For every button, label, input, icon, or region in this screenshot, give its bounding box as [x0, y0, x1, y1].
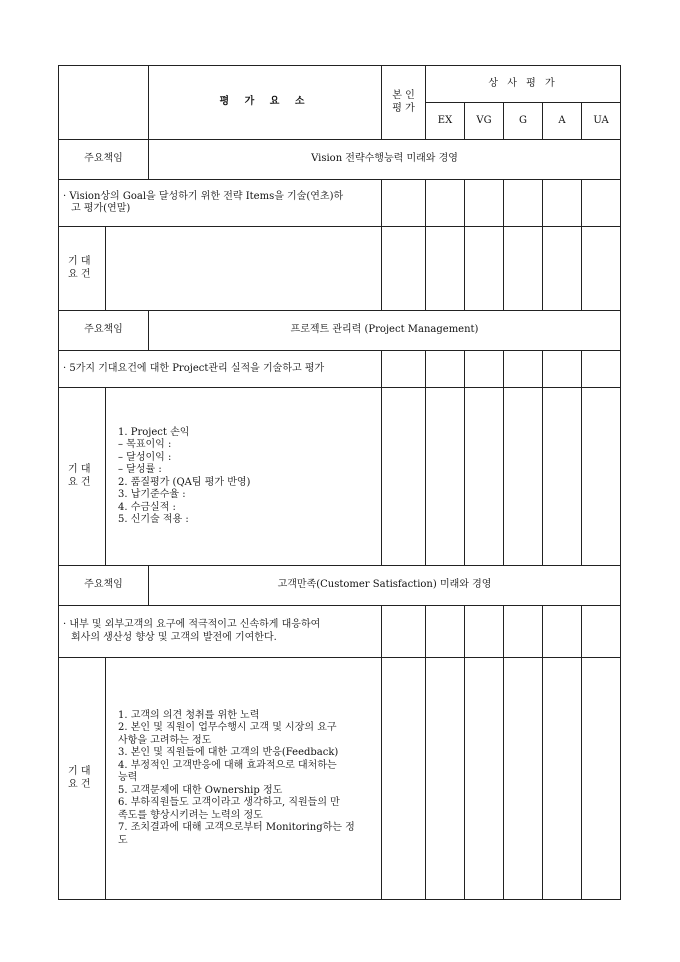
expected-requirements-label: 기 대 요 건: [59, 388, 106, 566]
vg-cell[interactable]: [465, 227, 504, 311]
requirement-item: 5. 신기술 적용 :: [118, 514, 189, 525]
ex-cell[interactable]: [426, 606, 465, 658]
requirement-item: 능력: [118, 772, 138, 784]
a-cell[interactable]: [543, 658, 582, 900]
ex-cell[interactable]: [426, 227, 465, 311]
kpi-label: 주요책임: [59, 140, 149, 180]
self-eval-cell[interactable]: [382, 388, 426, 566]
section-3-requirements-row: [59, 658, 621, 900]
vg-cell[interactable]: [465, 180, 504, 227]
expected-requirements-label: 기 대 요 건: [59, 227, 106, 311]
g-cell[interactable]: [504, 180, 543, 227]
self-eval-cell[interactable]: [382, 227, 426, 311]
requirement-item: 4. 수금실적 :: [118, 501, 176, 513]
section-1-requirements-row: [59, 227, 621, 311]
ua-cell[interactable]: [582, 388, 621, 566]
kpi-title: 고객만족(Customer Satisfaction) 미래와 경영: [149, 566, 621, 606]
section-3-desc-row: [59, 606, 621, 658]
requirement-item: 6. 부하직원들도 고객이라고 생각하고, 직원들의 만: [118, 797, 340, 809]
self-eval-cell[interactable]: [382, 351, 426, 388]
requirement-item: 족도를 향상시키려는 노력의 정도: [118, 809, 263, 821]
section-description: · 5가지 기대요건에 대한 Project관리 실적을 기술하고 평가: [59, 351, 382, 388]
section-1-desc-row: [59, 180, 621, 227]
ex-cell[interactable]: [426, 388, 465, 566]
self-evaluation-header: 본 인 평 가: [382, 66, 426, 140]
section-1-kpi-row: [59, 140, 621, 180]
requirement-item: 3. 본인 및 직원들에 대한 고객의 반응(Feedback): [118, 747, 339, 759]
section-3-kpi-row: [59, 566, 621, 606]
self-eval-cell[interactable]: [382, 658, 426, 900]
g-cell[interactable]: [504, 388, 543, 566]
superior-evaluation-header: 상 사 평 가: [426, 66, 621, 103]
requirement-item: 2. 본인 및 직원이 업무수행시 고객 및 시장의 요구: [118, 722, 337, 734]
vg-cell[interactable]: [465, 606, 504, 658]
g-cell[interactable]: [504, 606, 543, 658]
header-blank-cell: [59, 66, 149, 140]
header-row: [59, 66, 621, 103]
grade-ex: EX: [426, 103, 465, 140]
section-2-requirements-row: [59, 388, 621, 566]
requirement-item: 3. 납기준수율 :: [118, 489, 186, 500]
a-cell[interactable]: [543, 606, 582, 658]
kpi-label: 주요책임: [59, 566, 149, 606]
requirement-item: 5. 고객문제에 대한 Ownership 정도: [118, 784, 283, 796]
g-cell[interactable]: [504, 351, 543, 388]
g-cell[interactable]: [504, 658, 543, 900]
ua-cell[interactable]: [582, 227, 621, 311]
section-2-desc-row: [59, 351, 621, 388]
requirement-item: 사항을 고려하는 정도: [118, 734, 212, 746]
section-description: · 내부 및 외부고객의 요구에 적극적이고 신속하게 대응하여 회사의 생산성 향상 및 고객의 발전에 기여한다.: [59, 606, 382, 658]
kpi-title: Vision 전략수행능력 미래와 경영: [149, 140, 621, 180]
a-cell[interactable]: [543, 351, 582, 388]
grade-ua: UA: [582, 103, 621, 140]
ex-cell[interactable]: [426, 351, 465, 388]
grade-a: A: [543, 103, 582, 140]
requirement-item: 1. 고객의 의견 청취를 위한 노력: [118, 709, 260, 721]
kpi-title: 프로젝트 관리력 (Project Management): [149, 311, 621, 351]
grade-g: G: [504, 103, 543, 140]
section-2-kpi-row: [59, 311, 621, 351]
requirement-item: – 달성률 :: [118, 464, 162, 475]
self-eval-cell[interactable]: [382, 606, 426, 658]
g-cell[interactable]: [504, 227, 543, 311]
requirement-item: 1. Project 손익: [118, 426, 190, 438]
grade-vg: VG: [465, 103, 504, 140]
expected-requirements-label: 기 대 요 건: [59, 658, 106, 900]
ua-cell[interactable]: [582, 351, 621, 388]
a-cell[interactable]: [543, 180, 582, 227]
evaluation-elements-title: 평 가 요 소: [149, 66, 382, 140]
vg-cell[interactable]: [465, 388, 504, 566]
a-cell[interactable]: [543, 388, 582, 566]
expected-requirements-content[interactable]: [106, 227, 382, 311]
a-cell[interactable]: [543, 227, 582, 311]
vg-cell[interactable]: [465, 351, 504, 388]
requirement-item: 7. 조치결과에 대해 고객으로부터 Monitoring하는 정: [118, 822, 355, 834]
requirement-item: 2. 품질평가 (QA팀 평가 반영): [118, 476, 251, 488]
ex-cell[interactable]: [426, 180, 465, 227]
requirement-item: 4. 부정적인 고객반응에 대해 효과적으로 대처하는: [118, 759, 337, 771]
self-eval-cell[interactable]: [382, 180, 426, 227]
requirement-item: – 목표이익 :: [118, 439, 172, 450]
expected-requirements-list: [106, 388, 382, 566]
ua-cell[interactable]: [582, 180, 621, 227]
vg-cell[interactable]: [465, 658, 504, 900]
ex-cell[interactable]: [426, 658, 465, 900]
ua-cell[interactable]: [582, 658, 621, 900]
requirement-item: – 달성이익 :: [118, 451, 172, 463]
ua-cell[interactable]: [582, 606, 621, 658]
section-description: · Vision상의 Goal을 달성하기 위한 전략 Items을 기술(연초)하 고 평가(연말): [59, 180, 382, 227]
kpi-label: 주요책임: [59, 311, 149, 351]
requirement-item: 도: [118, 834, 128, 846]
expected-requirements-list: [106, 658, 382, 900]
evaluation-form-table: [58, 65, 621, 900]
